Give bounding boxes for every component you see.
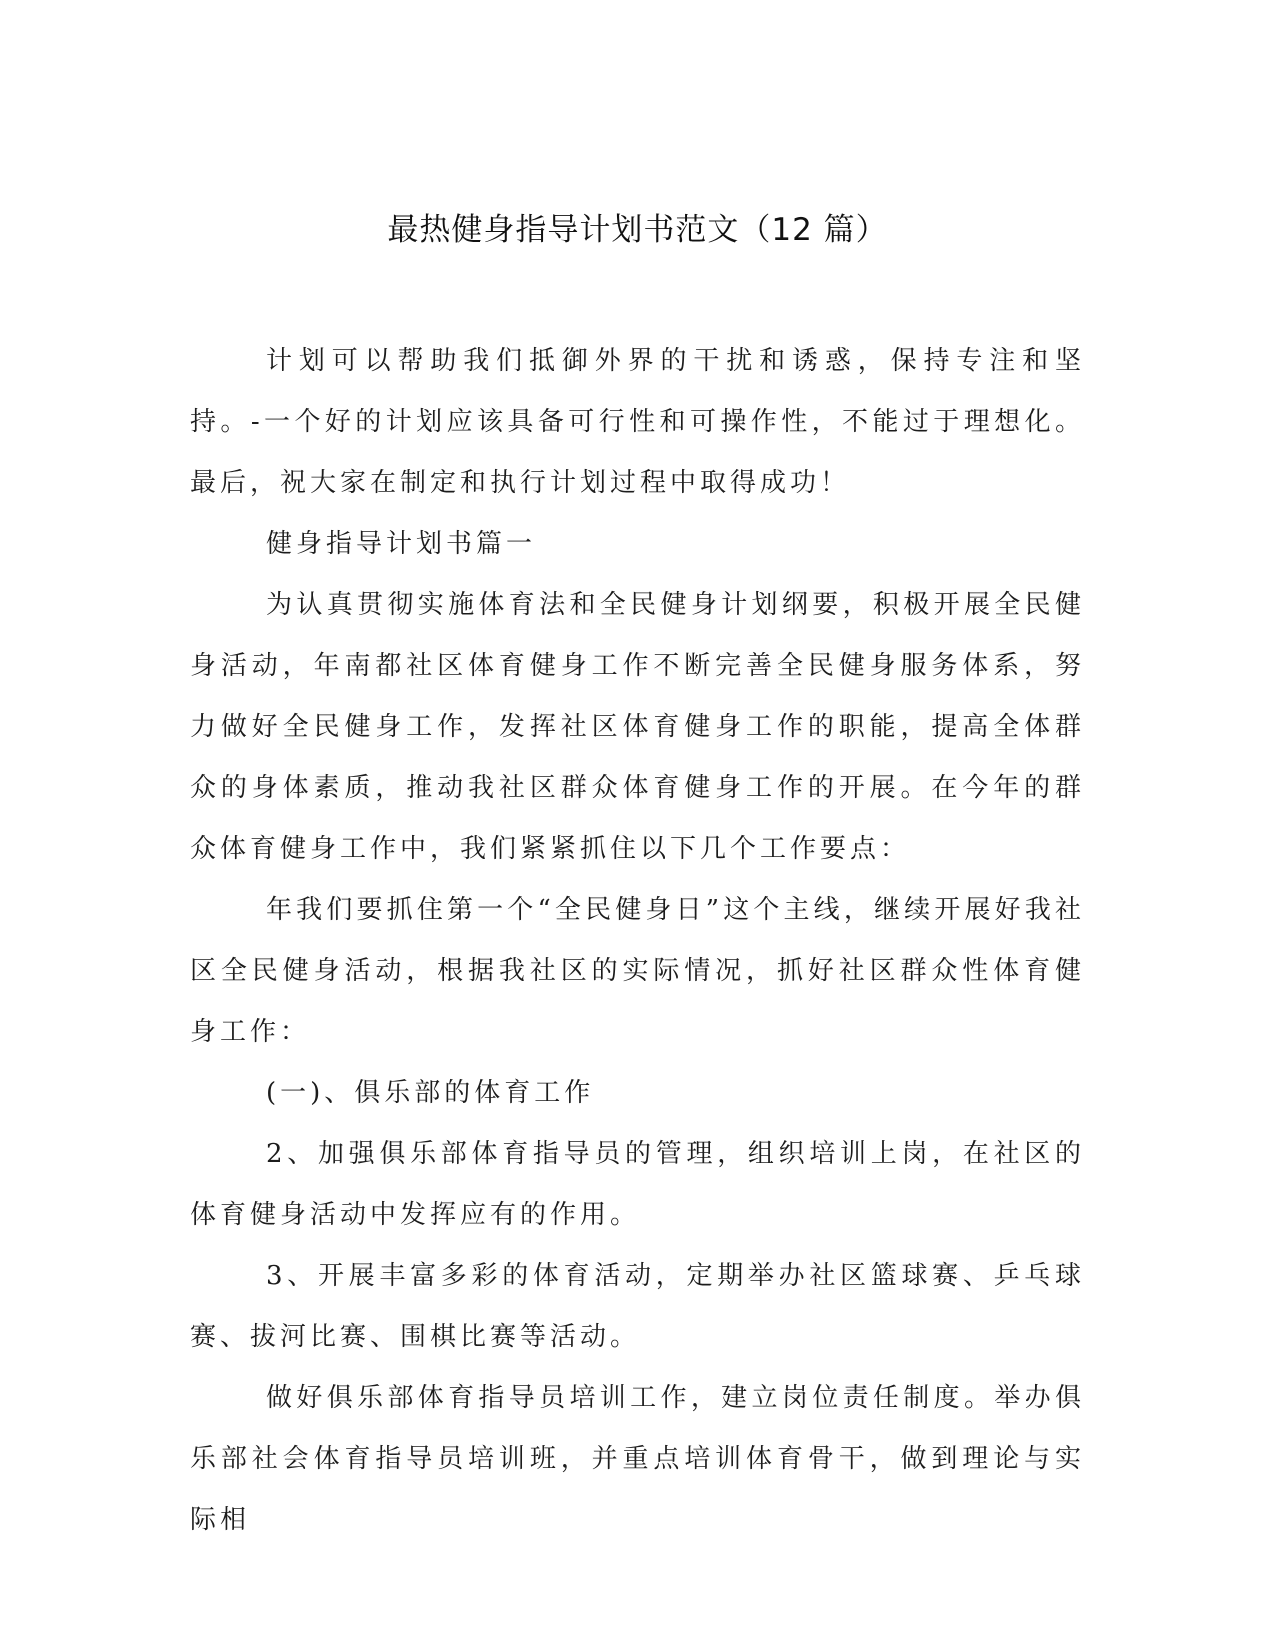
paragraph: 年我们要抓住第一个“全民健身日”这个主线，继续开展好我社区全民健身活动，根据我社区的实际情况，抓好社区群众性体育健身工作： — [190, 895, 1085, 1047]
document-title: 最热健身指导计划书范文（12 篇） — [387, 212, 888, 248]
paragraph: 做好俱乐部体育指导员培训工作，建立岗位责任制度。举办俱乐部社会体育指导员培训班，并重点培训体育骨干，做到理论与实际相 — [190, 1383, 1085, 1535]
subsection-heading: (一)、俱乐部的体育工作 — [266, 1078, 595, 1108]
paragraph: 为认真贯彻实施体育法和全民健身计划纲要，积极开展全民健身活动，年南都社区体育健身工作不断完善全民健身服务体系，努力做好全民健身工作，发挥社区体育健身工作的职能，提高全体群众的身体素质，推动我社区群众体育健身工作的开展。在今年的群众体育健身工作中，我们紧紧抓住以下几个工作要点： — [190, 590, 1085, 864]
list-item: 3、开展丰富多彩的体育活动，定期举办社区篮球赛、乒乓球赛、拔河比赛、围棋比赛等活动。 — [190, 1261, 1085, 1352]
paragraph-intro: 计划可以帮助我们抵御外界的干扰和诱惑，保持专注和坚持。-一个好的计划应该具备可行性和可操作性，不能过于理想化。最后，祝大家在制定和执行计划过程中取得成功！ — [190, 346, 1085, 498]
section-heading: 健身指导计划书篇一 — [266, 529, 537, 559]
document-body — [190, 331, 1085, 1551]
list-item: 2、加强俱乐部体育指导员的管理，组织培训上岗，在社区的体育健身活动中发挥应有的作用。 — [190, 1139, 1085, 1230]
